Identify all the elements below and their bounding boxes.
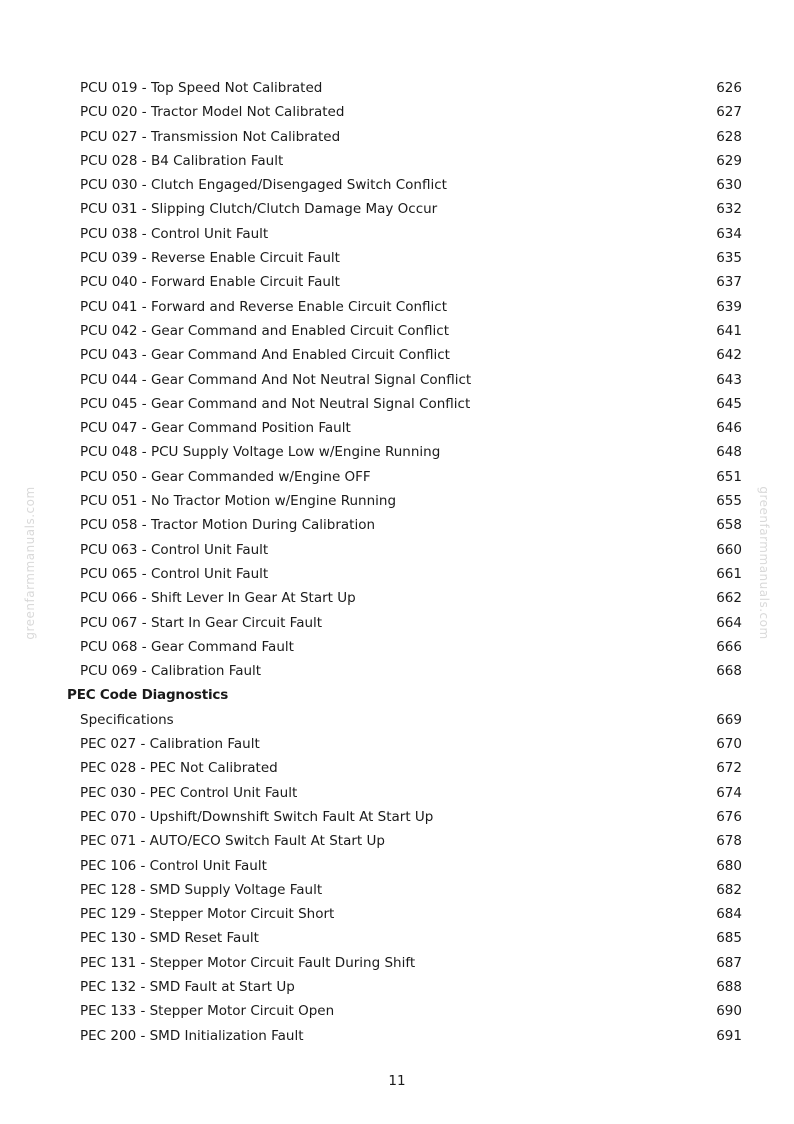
page-number: 11 (388, 1073, 406, 1089)
toc-entry-title: PEC 200 - SMD Initialization Fault (80, 1027, 304, 1044)
toc-entry[interactable] (0, 805, 794, 829)
toc-entry-page-number: 634 (716, 225, 742, 242)
toc-entry[interactable] (0, 732, 794, 756)
toc-entry-title: PCU 043 - Gear Command And Enabled Circuit Conflict (80, 347, 450, 364)
toc-entry-page-number: 687 (716, 954, 742, 971)
toc-entry-page-number: 629 (716, 152, 742, 169)
toc-entry[interactable] (0, 149, 794, 173)
toc-entry[interactable] (0, 829, 794, 853)
toc-entry-page-number: 678 (716, 833, 742, 850)
toc-entry[interactable] (0, 270, 794, 294)
toc-entry[interactable] (0, 999, 794, 1023)
toc-entry-title: PCU 019 - Top Speed Not Calibrated (80, 80, 323, 96)
toc-entry-title: PCU 028 - B4 Calibration Fault (80, 152, 284, 169)
toc-entry-page-number: 690 (716, 1003, 742, 1020)
toc-entry-title: PCU 039 - Reverse Enable Circuit Fault (80, 250, 340, 267)
toc-entry[interactable] (0, 611, 794, 635)
toc-entry-title: PCU 041 - Forward and Reverse Enable Circuit Conflict (80, 298, 448, 315)
toc-entry-title: PCU 044 - Gear Command And Not Neutral Signal Conflict (80, 371, 472, 388)
toc-entry-page-number: 676 (716, 808, 742, 825)
toc-entry-page-number: 688 (716, 978, 742, 995)
toc-entry[interactable] (0, 489, 794, 513)
toc-entry-title: Specifications (80, 711, 174, 728)
toc-entry[interactable] (0, 197, 794, 221)
toc-entry-page-number: 639 (716, 298, 742, 315)
toc-entry-page-number: 628 (716, 128, 742, 145)
toc-entry-page-number: 674 (716, 784, 742, 801)
toc-entry-title: PEC 030 - PEC Control Unit Fault (80, 784, 298, 801)
toc-entry-title: PCU 045 - Gear Command and Not Neutral Signal Conflict (80, 395, 471, 412)
toc-entry-title: PEC 133 - Stepper Motor Circuit Open (80, 1003, 335, 1020)
toc-entry-page-number: 635 (716, 250, 742, 267)
toc-entry-page-number: 626 (716, 80, 742, 96)
toc-entry[interactable] (0, 538, 794, 562)
toc-entry-title: PCU 068 - Gear Command Fault (80, 638, 294, 655)
toc-entry[interactable] (0, 586, 794, 610)
toc-entry-title: PEC 070 - Upshift/Downshift Switch Fault At Start Up (80, 808, 434, 825)
toc-section-heading (0, 683, 794, 707)
toc-entry-title: PEC 129 - Stepper Motor Circuit Short (80, 906, 335, 923)
toc-entry-title: PCU 069 - Calibration Fault (80, 663, 262, 680)
toc-entry-title: PEC 131 - Stepper Motor Circuit Fault During Shift (80, 954, 416, 971)
toc-entry[interactable] (0, 951, 794, 975)
toc-entry-page-number: 658 (716, 517, 742, 534)
toc-entry-title: PCU 063 - Control Unit Fault (80, 541, 269, 558)
toc-entry-page-number: 651 (716, 468, 742, 485)
toc-entry-page-number: 632 (716, 201, 742, 218)
toc-entry[interactable] (0, 975, 794, 999)
toc-entry-title: PCU 030 - Clutch Engaged/Disengaged Switch Conflict (80, 177, 447, 194)
toc-entry[interactable] (0, 902, 794, 926)
toc-entry-title: PEC 071 - AUTO/ECO Switch Fault At Start Up (80, 833, 385, 850)
toc-entry-title: PEC 128 - SMD Supply Voltage Fault (80, 881, 323, 898)
toc-entry-page-number: 655 (716, 493, 742, 510)
toc-entry-title: PCU 038 - Control Unit Fault (80, 225, 269, 242)
toc-entry[interactable] (0, 173, 794, 197)
toc-entry-page-number: 643 (716, 371, 742, 388)
toc-entry-page-number: 641 (716, 322, 742, 339)
toc-entry-page-number: 642 (716, 347, 742, 364)
toc-entry[interactable] (0, 416, 794, 440)
toc-entry-title: PCU 051 - No Tractor Motion w/Engine Running (80, 493, 397, 510)
toc-entry-page-number: 627 (716, 104, 742, 121)
toc-entry[interactable] (0, 440, 794, 464)
toc-entry[interactable] (0, 513, 794, 537)
toc-entry-title: PCU 065 - Control Unit Fault (80, 565, 269, 582)
toc-entry[interactable] (0, 343, 794, 367)
toc-entry[interactable] (0, 878, 794, 902)
toc-entry-page-number: 670 (716, 736, 742, 753)
toc-entry[interactable] (0, 465, 794, 489)
toc-entry[interactable] (0, 319, 794, 343)
toc-entry[interactable] (0, 125, 794, 149)
toc-entry-page-number: 669 (716, 711, 742, 728)
toc-entry[interactable] (0, 295, 794, 319)
toc-entry-title: PCU 020 - Tractor Model Not Calibrated (80, 104, 345, 121)
toc-entry-title: PCU 047 - Gear Command Position Fault (80, 420, 351, 437)
table-of-contents (0, 76, 794, 1048)
toc-entry[interactable] (0, 659, 794, 683)
toc-entry-page-number: 662 (716, 590, 742, 607)
toc-entry-page-number: 684 (716, 906, 742, 923)
toc-entry-title: PCU 048 - PCU Supply Voltage Low w/Engine Running (80, 444, 441, 461)
toc-entry-title: PCU 050 - Gear Commanded w/Engine OFF (80, 468, 371, 485)
toc-entry-title: PCU 031 - Slipping Clutch/Clutch Damage May Occur (80, 201, 438, 218)
toc-entry[interactable] (0, 76, 794, 100)
toc-entry-title: PCU 058 - Tractor Motion During Calibration (80, 517, 376, 534)
toc-entry-page-number: 637 (716, 274, 742, 291)
section-heading-title: PEC Code Diagnostics (67, 687, 229, 704)
toc-entry[interactable] (0, 246, 794, 270)
toc-entry-page-number: 646 (716, 420, 742, 437)
toc-entry[interactable] (0, 392, 794, 416)
toc-entry-page-number: 630 (716, 177, 742, 194)
toc-entry[interactable] (0, 222, 794, 246)
toc-entry-title: PEC 028 - PEC Not Calibrated (80, 760, 278, 777)
toc-entry-page-number: 680 (716, 857, 742, 874)
toc-entry[interactable] (0, 1024, 794, 1048)
toc-entry[interactable] (0, 368, 794, 392)
toc-entry-page-number: 664 (716, 614, 742, 631)
toc-entry-title: PCU 027 - Transmission Not Calibrated (80, 128, 341, 145)
toc-entry-title: PCU 040 - Forward Enable Circuit Fault (80, 274, 340, 291)
toc-entry-page-number: 660 (716, 541, 742, 558)
toc-entry[interactable] (0, 562, 794, 586)
toc-entry-title: PEC 027 - Calibration Fault (80, 736, 260, 753)
toc-entry-title: PCU 067 - Start In Gear Circuit Fault (80, 614, 323, 631)
toc-entry-title: PEC 130 - SMD Reset Fault (80, 930, 259, 947)
toc-entry-page-number: 672 (716, 760, 742, 777)
toc-entry-page-number: 682 (716, 881, 742, 898)
toc-entry[interactable] (0, 708, 794, 732)
toc-entry-page-number: 661 (716, 565, 742, 582)
toc-entry-page-number: 648 (716, 444, 742, 461)
toc-entry-page-number: 666 (716, 638, 742, 655)
toc-entry[interactable] (0, 926, 794, 950)
toc-entry[interactable] (0, 854, 794, 878)
toc-entry[interactable] (0, 635, 794, 659)
toc-entry[interactable] (0, 781, 794, 805)
watermark-right: greenfarmmanuals.com (757, 486, 771, 640)
toc-entry-page-number: 691 (716, 1027, 742, 1044)
toc-entry-page-number: 685 (716, 930, 742, 947)
toc-entry-page-number: 668 (716, 663, 742, 680)
toc-entry-title: PCU 066 - Shift Lever In Gear At Start Up (80, 590, 356, 607)
toc-entry-title: PCU 042 - Gear Command and Enabled Circuit Conflict (80, 322, 450, 339)
toc-entry-page-number: 645 (716, 395, 742, 412)
toc-entry[interactable] (0, 100, 794, 124)
toc-entry-title: PEC 106 - Control Unit Fault (80, 857, 267, 874)
toc-entry[interactable] (0, 756, 794, 780)
toc-entry-title: PEC 132 - SMD Fault at Start Up (80, 978, 295, 995)
watermark-left: greenfarmmanuals.com (23, 486, 37, 640)
